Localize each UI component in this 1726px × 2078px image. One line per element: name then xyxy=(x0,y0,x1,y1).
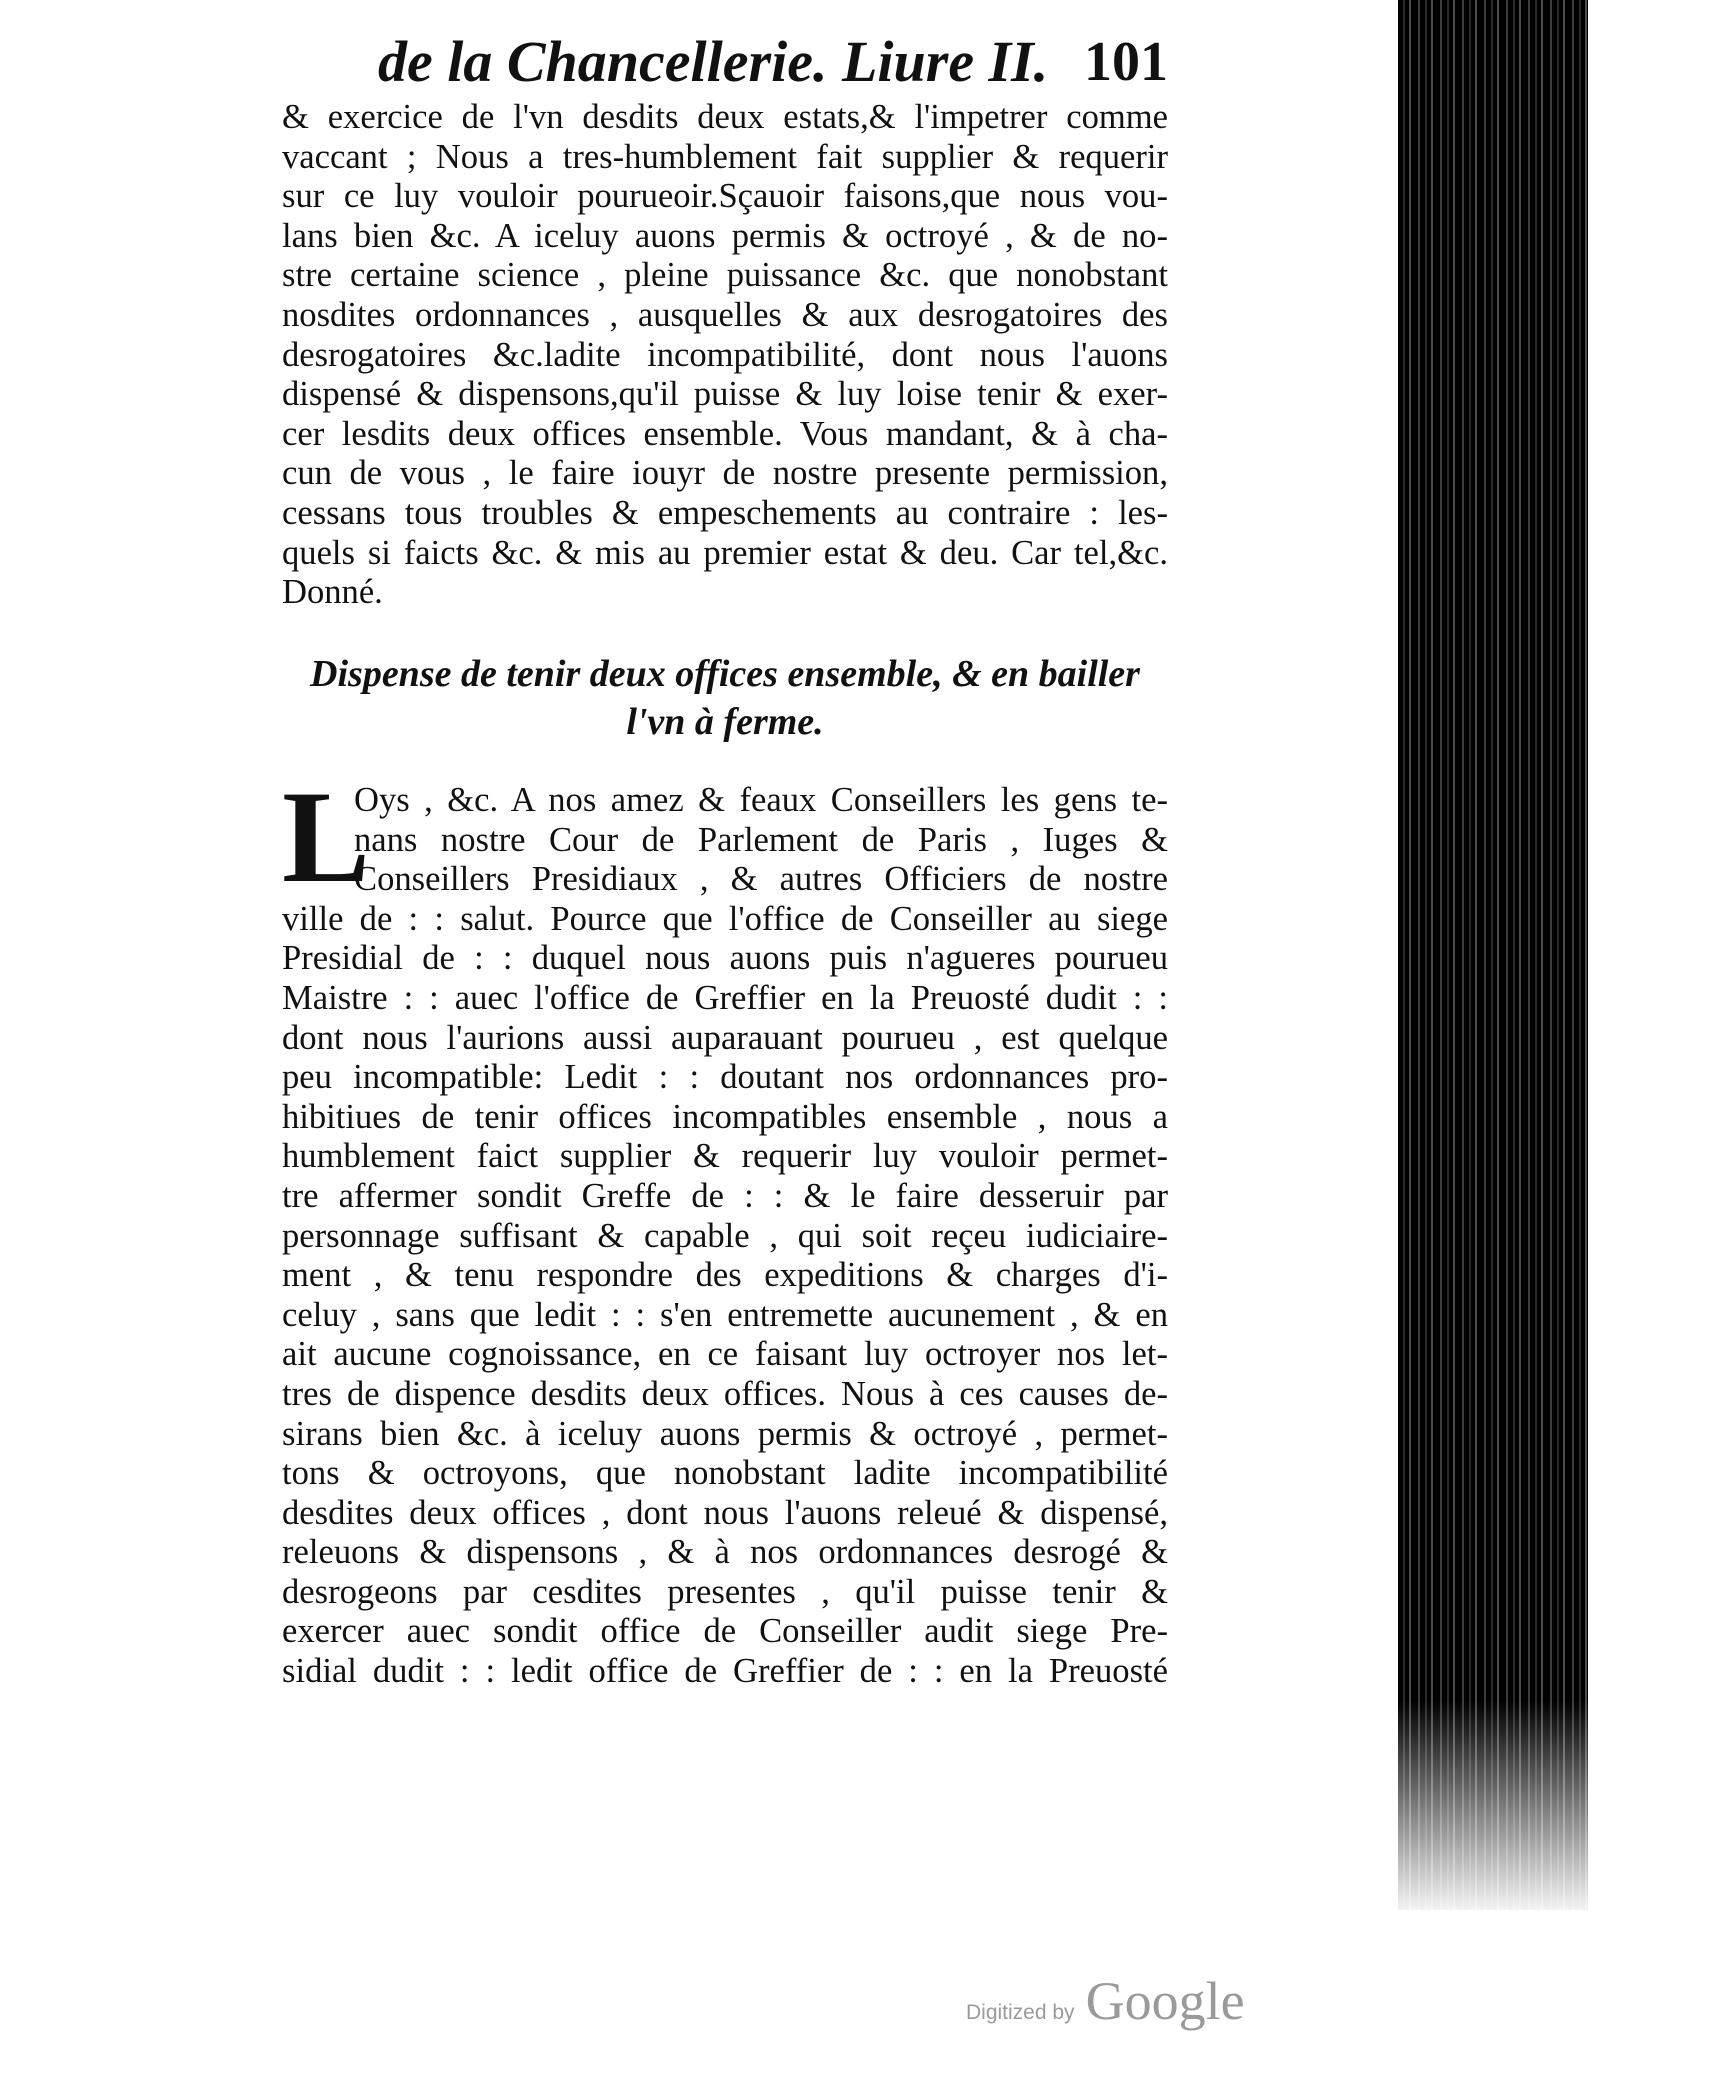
digitization-watermark xyxy=(966,1970,1245,2030)
text-line: ville de : : salut. Pource que l'office de Conseiller au siege xyxy=(282,899,1168,938)
running-title: de la Chancellerie. Liure II. xyxy=(378,29,1049,94)
text-line: cer lesdits deux offices ensemble. Vous mandant, & à cha- xyxy=(282,414,1168,453)
text-line: cun de vous , le faire iouyr de nostre presente permission, xyxy=(282,454,1168,493)
text-line: lans bien &c. A iceluy auons permis & octroyé , & de no- xyxy=(282,216,1168,255)
text-line: ait aucune cognoissance, en ce faisant luy octroyer nos let- xyxy=(282,1335,1168,1374)
text-line: desrogeons par cesdites presentes , qu'il puisse tenir & xyxy=(282,1572,1168,1611)
text-line: stre certaine science , pleine puissance &c. que nonobstant xyxy=(282,256,1168,295)
text-line: quels si faicts &c. & mis au premier estat & deu. Car tel,&c. xyxy=(282,533,1168,572)
drop-cap: L xyxy=(282,763,371,910)
text-line: hibitiues de tenir offices incompatibles ensemble , nous a xyxy=(282,1097,1168,1136)
text-line: nosdites ordonnances , ausquelles & aux desrogatoires des xyxy=(282,295,1168,334)
text-line: Presidial de : : duquel nous auons puis n'agueres pourueu xyxy=(282,939,1168,978)
text-line: ment , & tenu respondre des expeditions & charges d'i- xyxy=(282,1256,1168,1295)
text-line: Oys , &c. A nos amez & feaux Conseillers les gens te- xyxy=(354,781,1168,819)
text-line: dont nous l'aurions aussi auparauant pourueu , est quelque xyxy=(282,1018,1168,1057)
heading-line: l'vn à ferme. xyxy=(626,701,824,743)
text-line: sirans bien &c. à iceluy auons permis & octroyé , permet- xyxy=(282,1414,1168,1453)
text-line: desrogatoires &c.ladite incompatibilité, dont nous l'auons xyxy=(282,335,1168,374)
text-line: cessans tous troubles & empeschements au contraire : les- xyxy=(282,493,1168,532)
digitized-label: Digitized by xyxy=(966,2001,1075,2024)
text-line: peu incompatible: Ledit : : doutant nos ordonnances pro- xyxy=(282,1058,1168,1097)
text-line: tres de dispence desdits deux offices. Nous à ces causes de- xyxy=(282,1374,1168,1413)
text-line: tre affermer sondit Greffe de : : & le faire desseruir par xyxy=(282,1176,1168,1215)
text-line: sidial dudit : : ledit office de Greffier de : : en la Preuosté xyxy=(282,1652,1168,1691)
text-line: celuy , sans que ledit : : s'en entremette aucunement , & en xyxy=(282,1295,1168,1334)
brand-logo-text: Google xyxy=(1085,1971,1245,2031)
text-line: Donné. xyxy=(282,573,383,612)
text-line: desdites deux offices , dont nous l'auons releué & dispensé, xyxy=(282,1493,1168,1532)
text-line: personnage suffisant & capable , qui soit reçeu iudiciaire- xyxy=(282,1216,1168,1255)
text-line: nans nostre Cour de Parlement de Paris , Iuges & xyxy=(354,820,1168,859)
text-line: exercer auec sondit office de Conseiller audit siege Pre- xyxy=(282,1612,1168,1651)
text-line: humblement faict supplier & requerir luy vouloir permet- xyxy=(282,1137,1168,1176)
text-line: Conseillers Presidiaux , & autres Officiers de nostre xyxy=(354,860,1168,899)
section-heading xyxy=(282,650,1168,746)
running-head xyxy=(378,26,1168,98)
text-line: tons & octroyons, que nonobstant ladite incompatibilité xyxy=(282,1454,1168,1493)
page-number: 101 xyxy=(1084,31,1168,93)
text-line: & exercice de l'vn desdits deux estats,& l'impetrer comme xyxy=(282,98,1168,136)
text-line: vaccant ; Nous a tres-humblement fait supplier & requerir xyxy=(282,137,1168,176)
text-line: releuons & dispensons , & à nos ordonnances desrogé & xyxy=(282,1533,1168,1572)
page-edge-fade xyxy=(1398,1700,1588,1920)
heading-line: Dispense de tenir deux offices ensemble, & en bailler xyxy=(310,653,1140,695)
page-edge-scan-artifact xyxy=(1398,0,1588,1910)
text-line: sur ce luy vouloir pourueoir.Sçauoir faisons,que nous vou- xyxy=(282,177,1168,216)
text-line: Maistre : : auec l'office de Greffier en la Preuosté dudit : : xyxy=(282,978,1168,1017)
paragraph-continuation xyxy=(282,98,1168,613)
paragraph-letter xyxy=(282,781,1168,1692)
text-line: dispensé & dispensons,qu'il puisse & luy loise tenir & exer- xyxy=(282,375,1168,414)
